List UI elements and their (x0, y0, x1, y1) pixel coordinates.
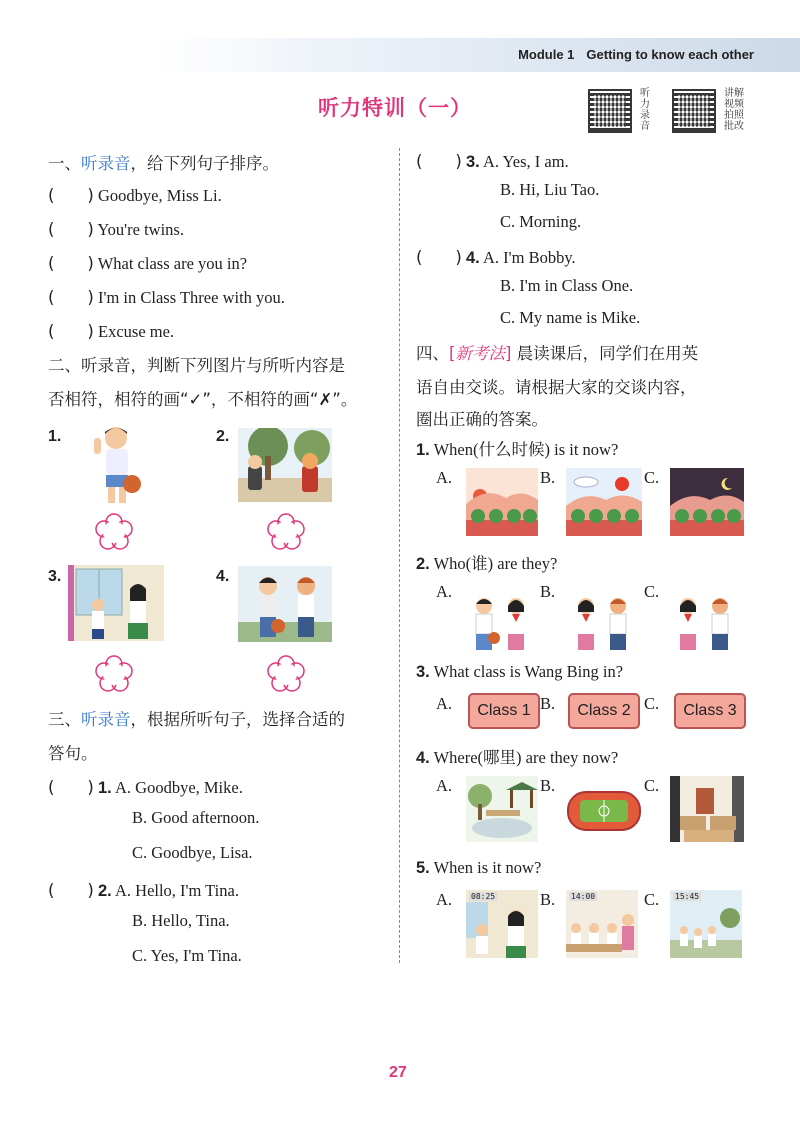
class-2-option[interactable]: Class 2 (568, 693, 640, 729)
classroom-desks-picture (670, 776, 744, 842)
answer-blank[interactable]: ( ) (416, 152, 462, 171)
section2-title-line2: 否相符，相符的画“✓”，不相符的画“✗”。 (48, 390, 358, 409)
option-b: B. I'm in Class One. (500, 276, 634, 295)
sentence: You're twins. (97, 220, 184, 239)
answer-blank[interactable]: ( ) (48, 288, 94, 307)
answer-blank[interactable]: ( ) (48, 220, 94, 239)
instruction-highlight: 听录音 (81, 154, 131, 173)
section-number: 三、 (48, 710, 81, 729)
question-row (416, 662, 623, 682)
question-number: 4. (466, 249, 480, 267)
section1-item (48, 250, 247, 274)
question-text: What class is Wang Bing in? (433, 662, 624, 681)
option-c: C. My name is Mike. (500, 308, 641, 327)
sunrise-picture (466, 468, 538, 536)
question-row (48, 774, 243, 798)
option-letter[interactable]: B. (540, 582, 556, 601)
question-text: Where(哪里) are they now? (433, 748, 619, 767)
class-3-option[interactable]: Class 3 (674, 693, 746, 729)
section3-title-line1 (48, 706, 345, 730)
answer-blank[interactable]: ( ) (48, 881, 94, 900)
module-title: Getting to know each other (586, 47, 754, 62)
option-b: B. Hello, Tina. (132, 911, 230, 930)
option-letter[interactable]: C. (644, 468, 660, 487)
section3-title-line2: 答句。 (48, 744, 98, 763)
park-scene-picture (238, 428, 332, 502)
answer-blank[interactable]: ( ) (48, 322, 94, 341)
picture-number: 1. (48, 428, 62, 445)
question-number: 5. (416, 859, 430, 877)
option-letter[interactable]: C. (644, 890, 660, 909)
section1-item (48, 318, 174, 342)
question-text: When is it now? (433, 858, 542, 877)
column-divider (399, 148, 400, 963)
answer-flower-icon[interactable] (94, 512, 134, 552)
question-number: 2. (98, 882, 112, 900)
option-c: C. Goodbye, Lisa. (132, 843, 253, 862)
answer-blank[interactable]: ( ) (48, 186, 94, 205)
question-row (416, 436, 618, 460)
page-title: 听力特训（一） (318, 96, 472, 120)
option-b: B. Good afternoon. (132, 808, 260, 827)
section2-title-line1: 二、听录音，判断下列图片与所听内容是 (48, 356, 345, 375)
section1-title (48, 150, 279, 174)
option-c: C. Morning. (500, 212, 582, 231)
option-letter[interactable]: B. (540, 776, 556, 795)
option-a: A. Goodbye, Mike. (114, 778, 243, 797)
section4-title-line3: 圈出正确的答案。 (416, 410, 548, 429)
section-number: 四、 (416, 344, 449, 363)
option-letter[interactable]: A. (436, 582, 453, 601)
option-letter[interactable]: C. (644, 694, 660, 713)
girl-and-boy-picture (670, 594, 740, 652)
question-row (416, 244, 576, 268)
option-a: A. I'm Bobby. (482, 248, 576, 267)
sentence: Goodbye, Miss Li. (98, 186, 222, 205)
question-row (48, 877, 239, 901)
sentence: I'm in Class Three with you. (98, 288, 285, 307)
boy-and-girl-picture (466, 594, 536, 652)
section1-item (48, 216, 184, 240)
noon-picture (566, 468, 642, 536)
sentence: What class are you in? (97, 254, 248, 273)
qr-label-video: 讲解视频拍照批改 (724, 88, 744, 132)
question-row (416, 744, 618, 768)
option-letter[interactable]: B. (540, 468, 556, 487)
class-1-option[interactable]: Class 1 (468, 693, 540, 729)
answer-blank[interactable]: ( ) (416, 248, 462, 267)
classroom-picture (68, 565, 164, 641)
answer-blank[interactable]: ( ) (48, 778, 94, 797)
picture-number: 3. (48, 568, 62, 585)
option-letter[interactable]: A. (436, 468, 453, 487)
answer-flower-icon[interactable] (266, 512, 306, 552)
section1-item (48, 182, 222, 206)
clock-time-label: 08:25 (471, 892, 496, 901)
option-letter[interactable]: B. (540, 694, 556, 713)
qr-code-audio[interactable] (588, 89, 632, 133)
picture-number: 2. (216, 428, 230, 445)
option-letter[interactable]: A. (436, 694, 453, 713)
option-c: C. Yes, I'm Tina. (132, 946, 242, 965)
new-format-tag: [新考法] (449, 344, 512, 363)
option-a: A. Yes, I am. (482, 152, 569, 171)
question-number: 2. (416, 555, 430, 573)
picture-number: 4. (216, 568, 230, 585)
instruction-text: 晨读课后，同学们在用英 (516, 344, 699, 363)
option-letter[interactable]: C. (644, 582, 660, 601)
answer-flower-icon[interactable] (94, 654, 134, 694)
question-row (416, 858, 541, 878)
afternoon-class-picture (566, 890, 638, 958)
question-number: 4. (416, 749, 430, 767)
clock-time-label: 14:00 (571, 892, 596, 901)
late-afternoon-picture (670, 890, 742, 958)
instruction-highlight: 听录音 (81, 710, 131, 729)
question-number: 3. (416, 663, 430, 681)
module-header (518, 47, 754, 62)
sentence: Excuse me. (98, 322, 175, 341)
question-text: When(什么时候) is it now? (433, 440, 619, 459)
section4-title-line2: 语自由交谈。请根据大家的交谈内容， (416, 378, 697, 397)
answer-blank[interactable]: ( ) (48, 254, 94, 273)
section1-item (48, 284, 285, 308)
option-letter[interactable]: B. (540, 890, 556, 909)
option-letter[interactable]: C. (644, 776, 660, 795)
sports-field-picture (566, 790, 642, 832)
qr-code-video[interactable] (672, 89, 716, 133)
instruction-text: ，根据所听句子，选择合适的 (130, 710, 345, 729)
clock-time-label: 15:45 (675, 892, 700, 901)
two-boys-picture (238, 566, 332, 642)
qr-label-audio: 听力录音 (640, 88, 650, 132)
module-label: Module 1 (518, 47, 575, 62)
instruction-text: ，给下列句子排序。 (130, 154, 279, 173)
park-pavilion-picture (466, 776, 538, 842)
two-girls-picture (568, 594, 638, 652)
page-number: 27 (389, 1064, 407, 1081)
question-text: Who(谁) are they? (433, 554, 558, 573)
question-row (416, 550, 557, 574)
section-number: 一、 (48, 154, 81, 173)
answer-flower-icon[interactable] (266, 654, 306, 694)
option-letter[interactable]: A. (436, 776, 453, 795)
question-number: 3. (466, 153, 480, 171)
question-number: 1. (416, 441, 430, 459)
boy-waving-picture (86, 424, 150, 506)
option-a: A. Hello, I'm Tina. (114, 881, 239, 900)
section4-title-line1 (416, 340, 698, 364)
morning-school-picture (466, 890, 538, 958)
question-number: 1. (98, 779, 112, 797)
night-picture (670, 468, 744, 536)
question-row (416, 148, 569, 172)
option-letter[interactable]: A. (436, 890, 453, 909)
option-b: B. Hi, Liu Tao. (500, 180, 600, 199)
